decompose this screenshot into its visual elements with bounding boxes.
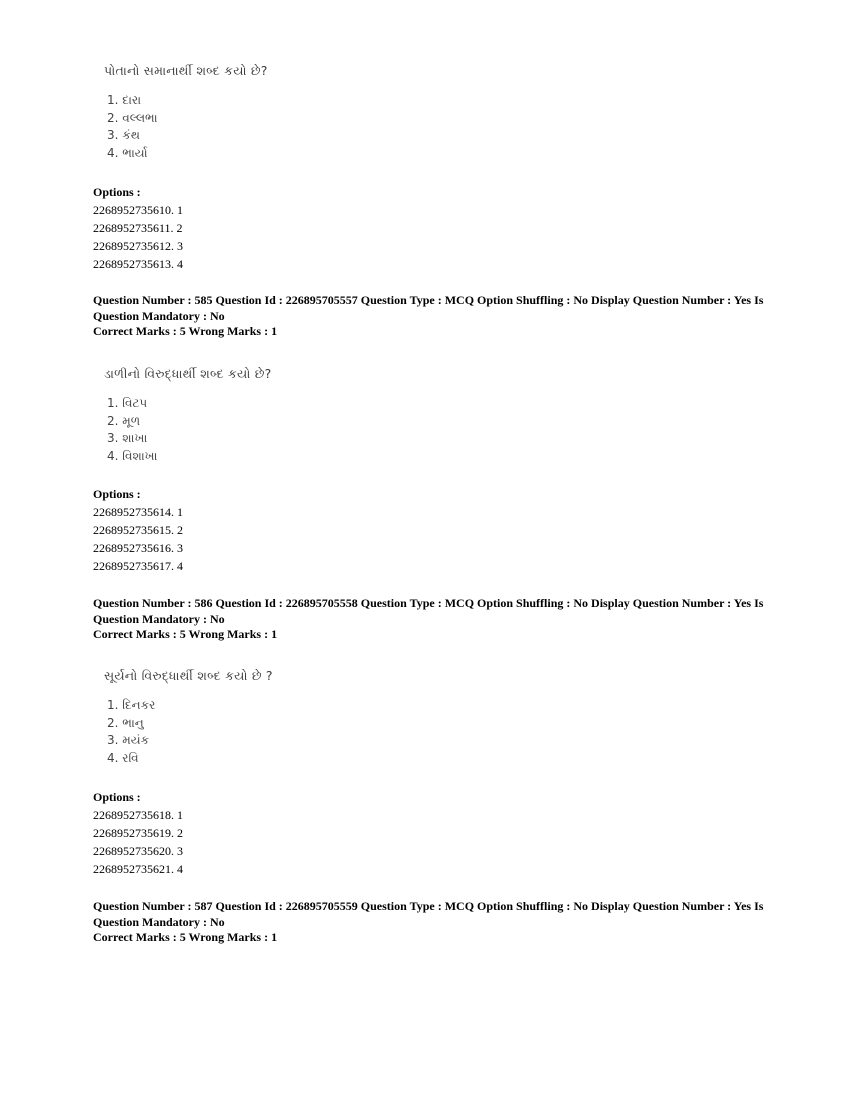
question-meta: Question Number : 586 Question Id : 226895705558 Question Type : MCQ Option Shuffling : No Display Question Number : Yes Is (93, 596, 764, 610)
question-mandatory: Question Mandatory : No (93, 914, 225, 929)
question-header (93, 596, 773, 643)
question-meta: Question Number : 585 Question Id : 226895705557 Question Type : MCQ Option Shuffling : No Display Question Number : Yes Is (93, 293, 764, 307)
options-title: Options : (93, 790, 141, 804)
question-mandatory: Question Mandatory : No (93, 308, 225, 323)
choice-item: 2. ભાનુ (107, 715, 144, 730)
option-row: 2268952735611. 2 (93, 221, 183, 235)
options-title: Options : (93, 487, 141, 501)
choice-item: 1. દારા (107, 93, 142, 107)
choice-list (107, 395, 404, 466)
question-text: સૂર્યનો વિરુદ્ધાર્થી શબ્દ કયો છે ? (104, 668, 273, 683)
question-marks: Correct Marks : 5 Wrong Marks : 1 (93, 627, 278, 641)
question-image (104, 366, 404, 466)
options-title: Options : (93, 185, 141, 199)
choice-item: 3. શાખા (107, 431, 148, 446)
choice-list (107, 697, 404, 768)
choice-item: 3. મયંક (107, 733, 150, 748)
option-row: 2268952735617. 4 (93, 559, 183, 573)
choice-list (107, 92, 404, 163)
options-list (93, 485, 183, 575)
option-row: 2268952735619. 2 (93, 826, 183, 840)
option-row: 2268952735615. 2 (93, 523, 183, 537)
option-row: 2268952735616. 3 (93, 541, 183, 555)
choice-item: 4. રવિ (107, 751, 139, 766)
option-row: 2268952735612. 3 (93, 239, 183, 253)
question-mandatory: Question Mandatory : No (93, 611, 225, 626)
question-image (104, 668, 404, 768)
question-header (93, 293, 773, 340)
options-list (93, 788, 183, 878)
question-image (104, 63, 404, 163)
option-row: 2268952735618. 1 (93, 808, 183, 822)
question-marks: Correct Marks : 5 Wrong Marks : 1 (93, 324, 278, 338)
options-list (93, 183, 183, 273)
choice-item: 4. વિશાખા (107, 449, 158, 464)
question-text: ડાળીનો વિરુદ્ધાર્થી શબ્દ કયો છે? (104, 366, 272, 381)
choice-item: 2. વલ્લભા (107, 110, 158, 125)
option-row: 2268952735621. 4 (93, 862, 183, 876)
question-text: પોતાનો સમાનાર્થી શબ્દ કયો છે? (104, 63, 268, 78)
option-row: 2268952735620. 3 (93, 844, 183, 858)
option-row: 2268952735610. 1 (93, 203, 183, 217)
question-meta: Question Number : 587 Question Id : 226895705559 Question Type : MCQ Option Shuffling : No Display Question Number : Yes Is (93, 899, 764, 913)
option-row: 2268952735613. 4 (93, 257, 183, 271)
choice-item: 3. કંથ (107, 128, 140, 143)
question-marks: Correct Marks : 5 Wrong Marks : 1 (93, 930, 278, 944)
choice-item: 1. વિટપ (107, 396, 148, 410)
option-row: 2268952735614. 1 (93, 505, 183, 519)
choice-item: 2. મૂળ (107, 413, 141, 428)
choice-item: 4. ભાર્યા (107, 146, 148, 161)
question-header (93, 899, 773, 946)
choice-item: 1. દિનકર (107, 698, 156, 712)
